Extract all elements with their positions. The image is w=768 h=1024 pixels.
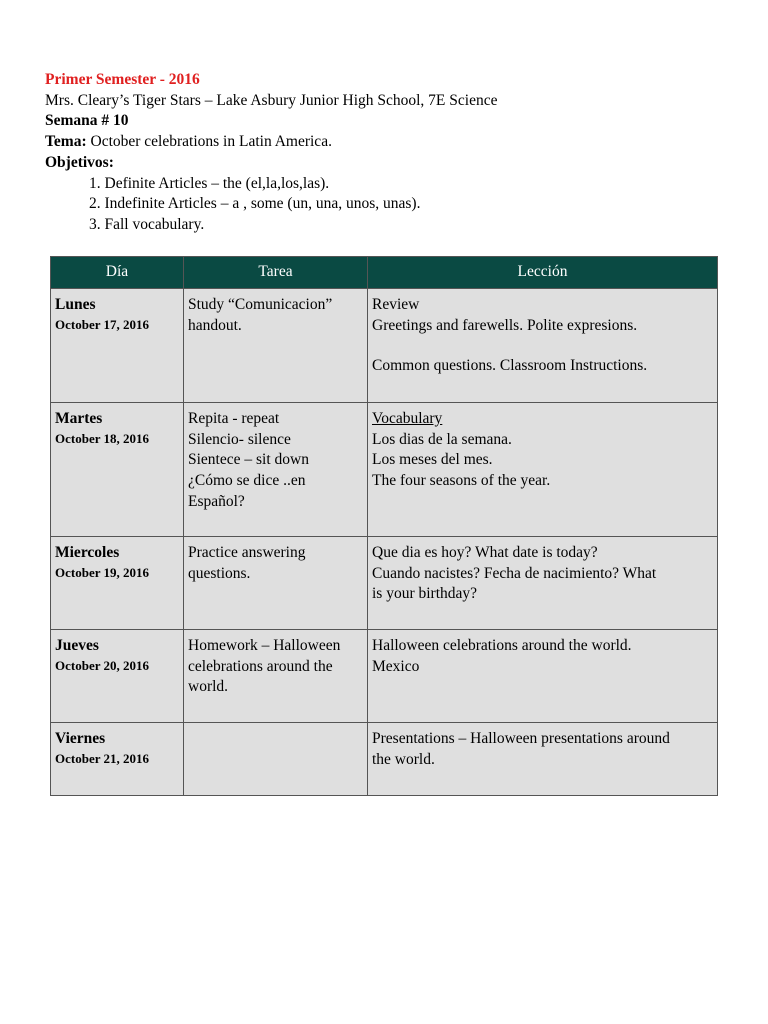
leccion-cell xyxy=(368,403,718,537)
tarea-cell xyxy=(184,289,368,403)
tarea-cell xyxy=(184,630,368,723)
leccion-cell xyxy=(368,289,718,403)
topic-value: October celebrations in Latin America. xyxy=(90,133,332,151)
tarea-line: world. xyxy=(188,678,229,696)
day-cell xyxy=(51,289,184,403)
leccion-line: Los dias de la semana. xyxy=(372,430,512,448)
tarea-line: celebrations around the xyxy=(188,657,333,675)
tarea-cell xyxy=(184,537,368,630)
tarea-line: Study “Comunicacion” xyxy=(188,296,333,313)
tarea-line: Homework – Halloween xyxy=(188,637,341,654)
leccion-line: The four seasons of the year. xyxy=(372,472,551,490)
leccion-line: Review xyxy=(372,296,420,313)
column-header-tarea: Tarea xyxy=(184,257,368,289)
leccion-line: Presentations – Halloween presentations around xyxy=(372,730,670,747)
leccion-cell xyxy=(368,537,718,630)
table-row xyxy=(51,630,718,723)
leccion-line: Los meses del mes. xyxy=(372,451,493,469)
leccion-cell xyxy=(368,630,718,723)
day-date: October 18, 2016 xyxy=(55,430,149,446)
tarea-line: Practice answering xyxy=(188,544,306,561)
table-row xyxy=(51,723,718,796)
tarea-line: Repita - repeat xyxy=(188,410,280,427)
document-header xyxy=(45,70,497,236)
leccion-line: the world. xyxy=(372,750,435,768)
day-date: October 19, 2016 xyxy=(55,564,149,580)
objectives-list xyxy=(45,174,497,236)
objectives-label: Objetivos: xyxy=(45,153,114,171)
leccion-line: Cuando nacistes? Fecha de nacimiento? What xyxy=(372,564,657,582)
leccion-line: Mexico xyxy=(372,657,420,675)
day-name: Viernes xyxy=(55,730,106,747)
table-row xyxy=(51,289,718,403)
leccion-line xyxy=(372,336,713,356)
objective-item: 1. Definite Articles – the (el,la,los,las). xyxy=(89,174,330,192)
table-row xyxy=(51,537,718,630)
leccion-line: Halloween celebrations around the world. xyxy=(372,637,632,654)
tarea-cell xyxy=(184,723,368,796)
tarea-line: Silencio- silence xyxy=(188,430,291,448)
tarea-line: handout. xyxy=(188,316,242,334)
column-header-dia: Día xyxy=(51,257,184,289)
tarea-line: ¿Cómo se dice ..en xyxy=(188,472,306,490)
tarea-cell xyxy=(184,403,368,537)
day-cell xyxy=(51,630,184,723)
topic-line xyxy=(45,132,497,153)
table-row xyxy=(51,403,718,537)
objective-item: 2. Indefinite Articles – a , some (un, una, unos, unas). xyxy=(89,195,421,213)
leccion-line: Common questions. Classroom Instructions. xyxy=(372,357,648,375)
day-cell xyxy=(51,723,184,796)
leccion-line: is your birthday? xyxy=(372,585,478,603)
tarea-line: Sientece – sit down xyxy=(188,451,309,469)
weekly-plan-table xyxy=(50,256,718,796)
day-name: Jueves xyxy=(55,637,99,654)
tarea-line: questions. xyxy=(188,564,251,582)
day-cell xyxy=(51,537,184,630)
class-info: Mrs. Cleary’s Tiger Stars – Lake Asbury Junior High School, 7E Science xyxy=(45,91,498,109)
week-number: # 10 xyxy=(101,112,129,130)
tarea-line: Español? xyxy=(188,492,245,510)
day-date: October 20, 2016 xyxy=(55,657,149,673)
leccion-cell xyxy=(368,723,718,796)
document-title: Primer Semester - 2016 xyxy=(45,71,200,88)
leccion-heading: Vocabulary xyxy=(372,410,443,427)
topic-label: Tema: xyxy=(45,133,87,151)
day-name: Lunes xyxy=(55,296,96,313)
leccion-line: Que dia es hoy? What date is today? xyxy=(372,544,598,561)
leccion-line: Greetings and farewells. Polite expresions. xyxy=(372,316,638,334)
day-name: Miercoles xyxy=(55,544,120,561)
week-line xyxy=(45,111,497,132)
day-name: Martes xyxy=(55,410,103,427)
column-header-leccion: Lección xyxy=(368,257,718,289)
objective-item: 3. Fall vocabulary. xyxy=(89,215,205,233)
day-date: October 17, 2016 xyxy=(55,316,149,332)
week-label: Semana xyxy=(45,112,98,130)
day-cell xyxy=(51,403,184,537)
day-date: October 21, 2016 xyxy=(55,750,149,766)
table-header-row xyxy=(51,257,718,289)
